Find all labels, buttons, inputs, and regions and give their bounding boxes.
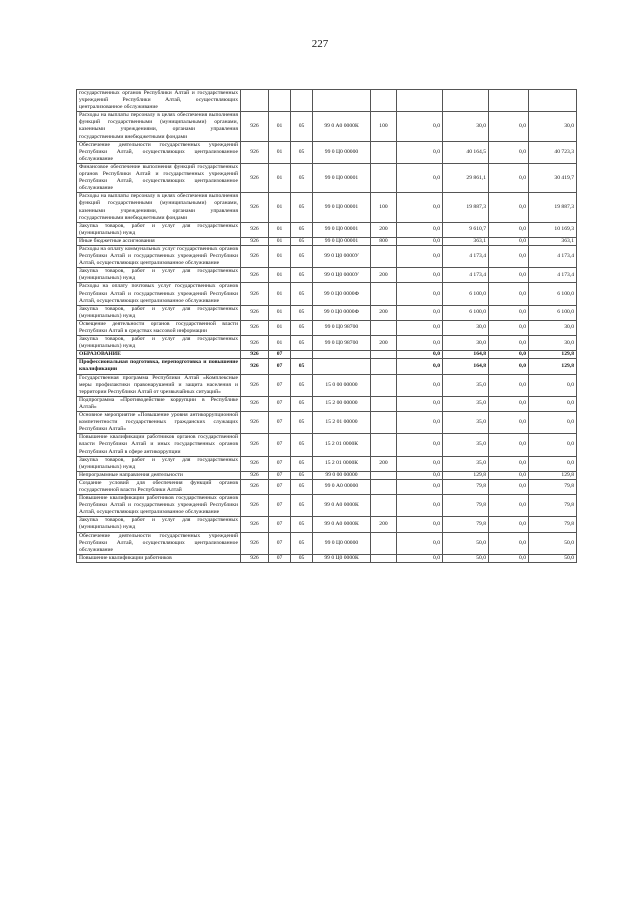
subsection-code-cell: 05 — [291, 320, 313, 335]
amount-cell-2: 129,8 — [443, 471, 489, 479]
amount-cell-1: 0,0 — [397, 517, 443, 532]
amount-cell-3: 0,0 — [489, 412, 529, 434]
amount-cell-3: 0,0 — [489, 532, 529, 554]
amount-cell-2: 4 173,4 — [443, 268, 489, 283]
expense-type-cell: 200 — [371, 305, 397, 320]
expense-type-cell — [371, 374, 397, 396]
subsection-code-cell: 05 — [291, 141, 313, 163]
expense-name-cell: Повышение квалификации работников органов государственной власти Республики Алтай и иных государственных органов Республики Алтай в сфере антикоррупции — [77, 434, 241, 456]
department-code-cell: 926 — [241, 320, 269, 335]
section-code-cell: 07 — [269, 396, 291, 411]
expense-type-cell — [371, 90, 397, 112]
amount-cell-1: 0,0 — [397, 141, 443, 163]
expense-type-cell — [371, 479, 397, 494]
amount-cell-4: 129,8 — [529, 351, 577, 359]
amount-cell-1: 0,0 — [397, 112, 443, 141]
amount-cell-4: 10 169,3 — [529, 222, 577, 237]
amount-cell-4: 50,0 — [529, 532, 577, 554]
subsection-code-cell: 05 — [291, 554, 313, 562]
amount-cell-3: 0,0 — [489, 396, 529, 411]
table-row — [77, 245, 577, 267]
amount-cell-4: 363,1 — [529, 237, 577, 245]
department-code-cell: 926 — [241, 305, 269, 320]
amount-cell-4: 0,0 — [529, 374, 577, 396]
expense-name-cell: Расходы на выплаты персоналу в целях обеспечения выполнения функций государственными (муниципальными) органами, казенными учреждениями, органами управления государственными внебюджетными фондами — [77, 112, 241, 141]
expense-name-cell: Расходы на оплату почтовых услуг государственных органов Республики Алтай и государственных учреждений Республики Алтай, осуществляющих централизованное обслуживание — [77, 283, 241, 305]
department-code-cell: 926 — [241, 283, 269, 305]
amount-cell-4: 30,0 — [529, 112, 577, 141]
amount-cell-3: 0,0 — [489, 517, 529, 532]
subsection-code-cell: 05 — [291, 163, 313, 192]
subsection-code-cell: 05 — [291, 112, 313, 141]
amount-cell-2: 164,8 — [443, 351, 489, 359]
budget-table — [76, 89, 577, 563]
amount-cell-3: 0,0 — [489, 351, 529, 359]
department-code-cell: 926 — [241, 479, 269, 494]
amount-cell-1: 0,0 — [397, 479, 443, 494]
table-row — [77, 479, 577, 494]
target-article-cell: 99 0 Ц0 0000Ф — [313, 305, 371, 320]
expense-name-cell: Основное мероприятие «Повышение уровня антикоррупционной компетентности государственных гражданских служащих Республики Алтай» — [77, 412, 241, 434]
amount-cell-2: 30,0 — [443, 336, 489, 351]
subsection-code-cell: 05 — [291, 305, 313, 320]
expense-type-cell — [371, 141, 397, 163]
table-row — [77, 336, 577, 351]
expense-type-cell — [371, 320, 397, 335]
section-code-cell: 07 — [269, 479, 291, 494]
amount-cell-1: 0,0 — [397, 359, 443, 374]
expense-name-cell: Создание условий для обеспечения функций органов государственной власти Республики Алтай — [77, 479, 241, 494]
section-code-cell: 01 — [269, 193, 291, 222]
amount-cell-3: 0,0 — [489, 237, 529, 245]
department-code-cell: 926 — [241, 517, 269, 532]
amount-cell-3: 0,0 — [489, 359, 529, 374]
amount-cell-2: 35,0 — [443, 396, 489, 411]
section-code-cell — [269, 90, 291, 112]
amount-cell-1: 0,0 — [397, 554, 443, 562]
table-row — [77, 359, 577, 374]
section-code-cell: 01 — [269, 112, 291, 141]
section-code-cell: 07 — [269, 456, 291, 471]
department-code-cell: 926 — [241, 359, 269, 374]
department-code-cell: 926 — [241, 434, 269, 456]
expense-name-cell: Закупка товаров, работ и услуг для государственных (муниципальных) нужд — [77, 456, 241, 471]
amount-cell-3: 0,0 — [489, 222, 529, 237]
amount-cell-2: 6 100,0 — [443, 305, 489, 320]
amount-cell-3 — [489, 90, 529, 112]
target-article-cell: 15 2 01 00000 — [313, 412, 371, 434]
expense-type-cell — [371, 396, 397, 411]
section-code-cell: 07 — [269, 351, 291, 359]
amount-cell-4: 79,8 — [529, 479, 577, 494]
section-code-cell: 07 — [269, 471, 291, 479]
target-article-cell: 15 2 01 0000К — [313, 456, 371, 471]
target-article-cell: 99 0 А0 0000К — [313, 112, 371, 141]
section-code-cell: 01 — [269, 237, 291, 245]
amount-cell-1: 0,0 — [397, 320, 443, 335]
section-code-cell: 07 — [269, 412, 291, 434]
expense-name-cell: Закупка товаров, работ и услуг для государственных (муниципальных) нужд — [77, 336, 241, 351]
target-article-cell: 99 0 Ц0 0000У — [313, 245, 371, 267]
expense-type-cell — [371, 245, 397, 267]
expense-name-cell: Расходы на оплату коммунальных услуг государственных органов Республики Алтай и государственных учреждений Республики Алтай, осуществляющих централизованное обслуживание — [77, 245, 241, 267]
table-body — [77, 90, 577, 563]
target-article-cell — [313, 359, 371, 374]
subsection-code-cell: 05 — [291, 495, 313, 517]
subsection-code-cell: 05 — [291, 434, 313, 456]
expense-name-cell: Финансовое обеспечение выполнения функций государственных органов Республики Алтай и государственных учреждений Республики Алтай, осуществляющих централизованное обслуживание — [77, 163, 241, 192]
target-article-cell: 99 0 Ц0 98700 — [313, 320, 371, 335]
amount-cell-2: 9 610,7 — [443, 222, 489, 237]
table-row — [77, 283, 577, 305]
expense-name-cell: государственных органов Республики Алтай и государственных учреждений Республики Алтай, осуществляющих централизованное обслуживание — [77, 90, 241, 112]
amount-cell-3: 0,0 — [489, 336, 529, 351]
target-article-cell: 15 2 01 0000К — [313, 434, 371, 456]
department-code-cell: 926 — [241, 163, 269, 192]
expense-name-cell: Подпрограмма «Противодействие коррупции в Республике Алтай» — [77, 396, 241, 411]
table-row — [77, 396, 577, 411]
amount-cell-3: 0,0 — [489, 374, 529, 396]
amount-cell-1: 0,0 — [397, 268, 443, 283]
department-code-cell: 926 — [241, 554, 269, 562]
section-code-cell: 07 — [269, 495, 291, 517]
section-code-cell: 01 — [269, 141, 291, 163]
amount-cell-4: 19 887,3 — [529, 193, 577, 222]
section-code-cell: 01 — [269, 305, 291, 320]
target-article-cell: 99 0 А0 0000К — [313, 517, 371, 532]
amount-cell-1: 0,0 — [397, 495, 443, 517]
table-row — [77, 554, 577, 562]
amount-cell-2: 363,1 — [443, 237, 489, 245]
amount-cell-2: 79,8 — [443, 479, 489, 494]
table-row — [77, 193, 577, 222]
amount-cell-1: 0,0 — [397, 283, 443, 305]
expense-name-cell: Закупка товаров, работ и услуг для государственных (муниципальных) нужд — [77, 268, 241, 283]
target-article-cell: 99 0 00 00000 — [313, 471, 371, 479]
department-code-cell: 926 — [241, 245, 269, 267]
amount-cell-4: 30 419,7 — [529, 163, 577, 192]
expense-name-cell: Иные бюджетные ассигнования — [77, 237, 241, 245]
amount-cell-2: 79,8 — [443, 495, 489, 517]
amount-cell-4: 40 723,3 — [529, 141, 577, 163]
amount-cell-4: 79,8 — [529, 517, 577, 532]
amount-cell-2: 30,0 — [443, 112, 489, 141]
subsection-code-cell: 05 — [291, 222, 313, 237]
department-code-cell: 926 — [241, 222, 269, 237]
amount-cell-3: 0,0 — [489, 305, 529, 320]
amount-cell-3: 0,0 — [489, 112, 529, 141]
department-code-cell — [241, 90, 269, 112]
expense-type-cell — [371, 351, 397, 359]
target-article-cell: 99 0 Ц0 00001 — [313, 222, 371, 237]
amount-cell-4: 6 100,0 — [529, 305, 577, 320]
table-row — [77, 517, 577, 532]
amount-cell-2: 6 100,0 — [443, 283, 489, 305]
amount-cell-1: 0,0 — [397, 471, 443, 479]
amount-cell-3: 0,0 — [489, 434, 529, 456]
department-code-cell: 926 — [241, 268, 269, 283]
amount-cell-2: 40 164,5 — [443, 141, 489, 163]
section-code-cell: 01 — [269, 268, 291, 283]
expense-name-cell: Расходы на выплаты персоналу в целях обеспечения выполнения функций государственными (муниципальными) органами, казенными учреждениями, органами управления государственными внебюджетными фондами — [77, 193, 241, 222]
subsection-code-cell: 05 — [291, 336, 313, 351]
subsection-code-cell: 05 — [291, 471, 313, 479]
table-row — [77, 471, 577, 479]
target-article-cell: 99 0 Ц0 98700 — [313, 336, 371, 351]
table-row — [77, 374, 577, 396]
amount-cell-2: 30,0 — [443, 320, 489, 335]
expense-name-cell: ОБРАЗОВАНИЕ — [77, 351, 241, 359]
target-article-cell: 99 0 Ц0 00001 — [313, 237, 371, 245]
expense-type-cell: 800 — [371, 237, 397, 245]
target-article-cell: 99 0 Ц0 0000К — [313, 554, 371, 562]
target-article-cell: 15 0 00 00000 — [313, 374, 371, 396]
target-article-cell: 99 0 Ц0 0000Ф — [313, 283, 371, 305]
expense-type-cell: 200 — [371, 336, 397, 351]
expense-type-cell — [371, 359, 397, 374]
amount-cell-3: 0,0 — [489, 554, 529, 562]
amount-cell-2 — [443, 90, 489, 112]
table-row — [77, 112, 577, 141]
amount-cell-4: 0,0 — [529, 456, 577, 471]
amount-cell-3: 0,0 — [489, 495, 529, 517]
amount-cell-2: 35,0 — [443, 456, 489, 471]
table-row — [77, 141, 577, 163]
amount-cell-1: 0,0 — [397, 532, 443, 554]
expense-name-cell: Закупка товаров, работ и услуг для государственных (муниципальных) нужд — [77, 222, 241, 237]
target-article-cell: 99 0 А0 00000 — [313, 479, 371, 494]
amount-cell-1: 0,0 — [397, 434, 443, 456]
amount-cell-4: 4 173,4 — [529, 245, 577, 267]
amount-cell-1: 0,0 — [397, 412, 443, 434]
amount-cell-3: 0,0 — [489, 268, 529, 283]
subsection-code-cell: 05 — [291, 359, 313, 374]
subsection-code-cell: 05 — [291, 237, 313, 245]
amount-cell-1: 0,0 — [397, 336, 443, 351]
target-article-cell: 99 0 Ц0 0000У — [313, 268, 371, 283]
amount-cell-2: 50,0 — [443, 554, 489, 562]
amount-cell-4: 0,0 — [529, 412, 577, 434]
expense-name-cell: Обеспечение деятельности государственных учреждений Республики Алтай, осуществляющих централизованное обслуживание — [77, 141, 241, 163]
expense-type-cell: 100 — [371, 193, 397, 222]
table-row — [77, 320, 577, 335]
amount-cell-2: 79,8 — [443, 517, 489, 532]
target-article-cell: 99 0 Ц0 00000 — [313, 532, 371, 554]
expense-type-cell — [371, 434, 397, 456]
amount-cell-3: 0,0 — [489, 283, 529, 305]
amount-cell-2: 35,0 — [443, 374, 489, 396]
department-code-cell: 926 — [241, 374, 269, 396]
target-article-cell — [313, 351, 371, 359]
expense-type-cell — [371, 495, 397, 517]
table-row — [77, 222, 577, 237]
amount-cell-2: 50,0 — [443, 532, 489, 554]
amount-cell-1: 0,0 — [397, 374, 443, 396]
amount-cell-4: 129,8 — [529, 471, 577, 479]
subsection-code-cell: 05 — [291, 456, 313, 471]
amount-cell-4: 129,8 — [529, 359, 577, 374]
amount-cell-2: 19 887,3 — [443, 193, 489, 222]
amount-cell-3: 0,0 — [489, 320, 529, 335]
amount-cell-1 — [397, 90, 443, 112]
expense-name-cell: Закупка товаров, работ и услуг для государственных (муниципальных) нужд — [77, 517, 241, 532]
table-row — [77, 163, 577, 192]
amount-cell-4 — [529, 90, 577, 112]
target-article-cell: 99 0 Ц0 00001 — [313, 163, 371, 192]
expense-name-cell: Обеспечение деятельности государственных учреждений Республики Алтай, осуществляющих централизованное обслуживание — [77, 532, 241, 554]
expense-type-cell — [371, 163, 397, 192]
expense-type-cell: 100 — [371, 112, 397, 141]
expense-type-cell: 200 — [371, 456, 397, 471]
amount-cell-4: 6 100,0 — [529, 283, 577, 305]
department-code-cell: 926 — [241, 471, 269, 479]
amount-cell-2: 4 173,4 — [443, 245, 489, 267]
expense-type-cell — [371, 532, 397, 554]
subsection-code-cell: 05 — [291, 517, 313, 532]
section-code-cell: 07 — [269, 517, 291, 532]
amount-cell-2: 164,8 — [443, 359, 489, 374]
section-code-cell: 01 — [269, 336, 291, 351]
expense-type-cell: 200 — [371, 517, 397, 532]
amount-cell-4: 50,0 — [529, 554, 577, 562]
amount-cell-4: 0,0 — [529, 434, 577, 456]
expense-name-cell: Закупка товаров, работ и услуг для государственных (муниципальных) нужд — [77, 305, 241, 320]
target-article-cell: 15 2 00 00000 — [313, 396, 371, 411]
subsection-code-cell: 05 — [291, 283, 313, 305]
table-row — [77, 412, 577, 434]
expense-name-cell: Профессиональная подготовка, переподготовка и повышение квалификации — [77, 359, 241, 374]
table-row — [77, 90, 577, 112]
target-article-cell: 99 0 Ц0 00000 — [313, 141, 371, 163]
department-code-cell: 926 — [241, 336, 269, 351]
table-row — [77, 434, 577, 456]
subsection-code-cell: 05 — [291, 374, 313, 396]
expense-name-cell: Освещение деятельности органов государственной власти Республики Алтай в средствах массовой информации — [77, 320, 241, 335]
expense-type-cell — [371, 283, 397, 305]
table-row — [77, 532, 577, 554]
amount-cell-3: 0,0 — [489, 141, 529, 163]
table-row — [77, 456, 577, 471]
section-code-cell: 01 — [269, 283, 291, 305]
department-code-cell: 926 — [241, 237, 269, 245]
section-code-cell: 01 — [269, 163, 291, 192]
amount-cell-1: 0,0 — [397, 305, 443, 320]
expense-type-cell — [371, 412, 397, 434]
amount-cell-1: 0,0 — [397, 163, 443, 192]
amount-cell-4: 0,0 — [529, 396, 577, 411]
amount-cell-1: 0,0 — [397, 456, 443, 471]
expense-name-cell: Государственная программа Республики Алтай «Комплексные меры профилактики правонарушений и защита населения и территории Республики Алтай от чрезвычайных ситуаций» — [77, 374, 241, 396]
expense-type-cell — [371, 471, 397, 479]
department-code-cell: 926 — [241, 412, 269, 434]
section-code-cell: 01 — [269, 245, 291, 267]
subsection-code-cell: 05 — [291, 479, 313, 494]
amount-cell-1: 0,0 — [397, 222, 443, 237]
expense-type-cell — [371, 554, 397, 562]
table-row — [77, 351, 577, 359]
amount-cell-1: 0,0 — [397, 351, 443, 359]
table-row — [77, 237, 577, 245]
amount-cell-3: 0,0 — [489, 479, 529, 494]
department-code-cell: 926 — [241, 141, 269, 163]
department-code-cell: 926 — [241, 193, 269, 222]
section-code-cell: 01 — [269, 222, 291, 237]
department-code-cell: 926 — [241, 495, 269, 517]
amount-cell-3: 0,0 — [489, 163, 529, 192]
section-code-cell: 07 — [269, 434, 291, 456]
target-article-cell: 99 0 Ц0 00001 — [313, 193, 371, 222]
amount-cell-4: 79,8 — [529, 495, 577, 517]
table-row — [77, 305, 577, 320]
expense-type-cell: 200 — [371, 268, 397, 283]
subsection-code-cell — [291, 90, 313, 112]
department-code-cell: 926 — [241, 112, 269, 141]
expense-name-cell: Непрограммные направления деятельности — [77, 471, 241, 479]
subsection-code-cell: 05 — [291, 396, 313, 411]
amount-cell-3: 0,0 — [489, 245, 529, 267]
section-code-cell: 07 — [269, 532, 291, 554]
amount-cell-2: 29 861,1 — [443, 163, 489, 192]
department-code-cell: 926 — [241, 396, 269, 411]
expense-name-cell: Повышение квалификации работников государственных органов Республики Алтай и государственных учреждений Республики Алтай, осуществляющих централизованное обслуживание — [77, 495, 241, 517]
expense-name-cell: Повышение квалификации работников — [77, 554, 241, 562]
amount-cell-3: 0,0 — [489, 471, 529, 479]
amount-cell-1: 0,0 — [397, 193, 443, 222]
amount-cell-4: 30,0 — [529, 320, 577, 335]
table-row — [77, 268, 577, 283]
amount-cell-1: 0,0 — [397, 245, 443, 267]
department-code-cell: 926 — [241, 456, 269, 471]
page-number: 227 — [311, 38, 329, 50]
amount-cell-1: 0,0 — [397, 396, 443, 411]
department-code-cell: 926 — [241, 532, 269, 554]
amount-cell-2: 35,0 — [443, 412, 489, 434]
section-code-cell: 01 — [269, 320, 291, 335]
subsection-code-cell: 05 — [291, 412, 313, 434]
subsection-code-cell — [291, 351, 313, 359]
amount-cell-2: 35,0 — [443, 434, 489, 456]
table-row — [77, 495, 577, 517]
amount-cell-1: 0,0 — [397, 237, 443, 245]
subsection-code-cell: 05 — [291, 268, 313, 283]
section-code-cell: 07 — [269, 554, 291, 562]
section-code-cell: 07 — [269, 374, 291, 396]
expense-type-cell: 200 — [371, 222, 397, 237]
amount-cell-4: 4 173,4 — [529, 268, 577, 283]
amount-cell-4: 30,0 — [529, 336, 577, 351]
subsection-code-cell: 05 — [291, 532, 313, 554]
subsection-code-cell: 05 — [291, 245, 313, 267]
department-code-cell: 926 — [241, 351, 269, 359]
section-code-cell: 07 — [269, 359, 291, 374]
amount-cell-3: 0,0 — [489, 456, 529, 471]
subsection-code-cell: 05 — [291, 193, 313, 222]
target-article-cell — [313, 90, 371, 112]
amount-cell-3: 0,0 — [489, 193, 529, 222]
target-article-cell: 99 0 А0 0000К — [313, 495, 371, 517]
